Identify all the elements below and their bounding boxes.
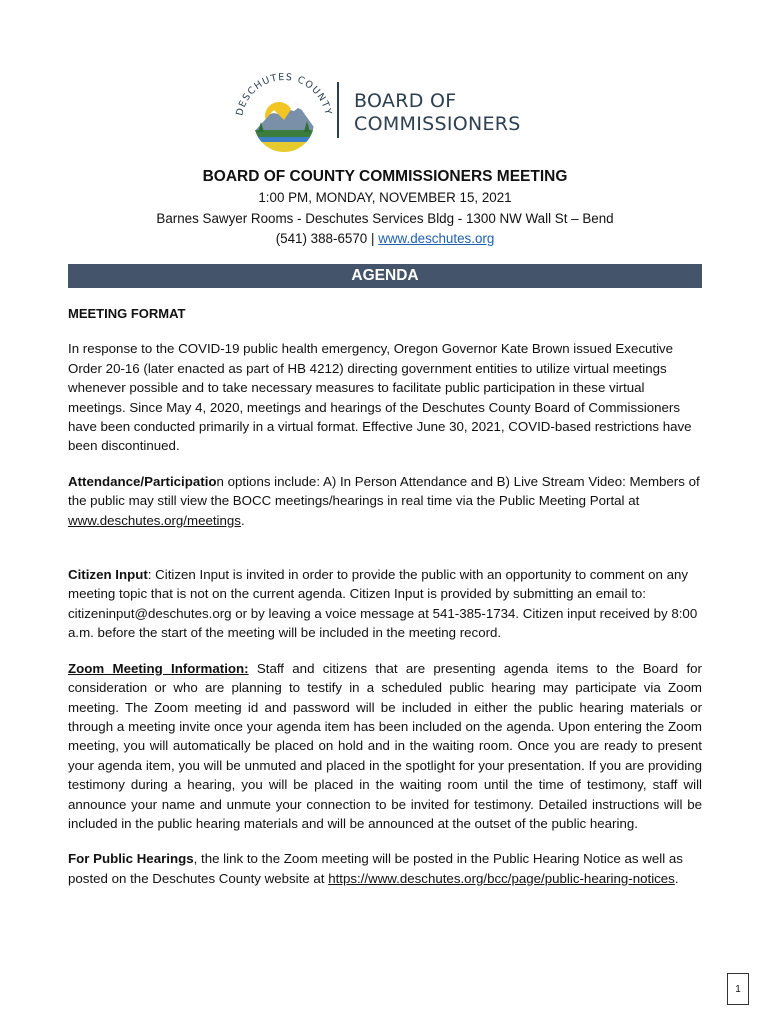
meeting-datetime: 1:00 PM, MONDAY, NOVEMBER 15, 2021 — [258, 190, 512, 205]
attendance-label: Attendance/Participatio — [68, 473, 217, 489]
hearing-notices-link[interactable]: https://www.deschutes.org/bcc/page/public-hearing-notices — [328, 870, 675, 886]
meeting-format-heading: MEETING FORMAT — [68, 306, 186, 321]
board-of-commissioners-title: BOARD OF COMMISSIONERS — [354, 90, 521, 135]
meeting-header — [0, 166, 770, 250]
zoom-info-paragraph: Zoom Meeting Information: Staff and citizens that are presenting agenda items to the Board for consideration or who are planning to testify in a scheduled public hearing may participate via Zoom meeting. The Zoom meeting id and password will be included in either the public hearing materials or through a meeting invite once your agenda item has been included on the agenda. Upon entering the Zoom meeting, you will automatically be placed on hold and in the waiting room. Once you are ready to present your agenda item, you will be unmuted and placed in the spotlight for your presentation. If you are providing testimony during a hearing, you will be placed in the waiting room until the time of testimony, staff will announce your name and unmute your connection to be invited for testimony. Detailed instructions will be included in the public hearing materials and will be announced at the outset of the public hearing. — [68, 660, 702, 831]
county-seal-icon — [232, 64, 336, 160]
logo-divider — [337, 82, 339, 138]
agenda-content — [68, 304, 702, 904]
svg-text:DESCHUTES COUNTY: DESCHUTES COUNTY — [234, 71, 334, 117]
website-link[interactable]: www.deschutes.org — [378, 231, 495, 246]
citizen-input-paragraph: Citizen Input: Citizen Input is invited in order to provide the public with an opportunity to comment on any meeting topic that is not on the current agenda. Citizen Input is provided by submitting an email to: citizeninput@deschutes.org or by leaving a voice message at 541-385-1734. Citizen input received by 8:00 a.m. before the start of the meeting will be included in the meeting record. — [68, 567, 698, 641]
meeting-format-paragraph: In response to the COVID-19 public health emergency, Oregon Governor Kate Brown issued Executive Order 20-16 (later enacted as part of HB 4212) directing government entities to utilize virtual meetings whenever possible and to take necessary measures to facilitate public participation in these virtual meetings. Since May 4, 2020, meetings and hearings of the Deschutes County Board of Commissioners have been conducted primarily in a virtual format. Effective June 30, 2021, COVID-based restrictions have been discontinued. — [68, 341, 692, 454]
meetings-portal-link[interactable]: www.deschutes.org/meetings — [68, 512, 241, 528]
citizen-input-label: Citizen Input — [68, 567, 148, 583]
meeting-title: BOARD OF COUNTY COMMISSIONERS MEETING — [202, 168, 568, 185]
public-hearings-label: For Public Hearings — [68, 851, 194, 867]
meeting-contact — [0, 229, 770, 250]
agenda-banner: AGENDA — [68, 264, 702, 288]
zoom-info-label: Zoom Meeting Information: — [68, 660, 249, 676]
public-hearings-paragraph: For Public Hearings, the link to the Zoom meeting will be posted in the Public Hearing Notice as well as posted on the Deschutes County website at https://www.deschutes.org/bcc/page/public-hearing-notices. — [68, 851, 683, 886]
phone-number: (541) 388-6570 | — [275, 231, 375, 246]
page-number: 1 — [727, 973, 749, 1005]
county-logo — [232, 64, 542, 160]
meeting-location: Barnes Sawyer Rooms - Deschutes Services Bldg - 1300 NW Wall St – Bend — [156, 210, 614, 226]
attendance-paragraph: Attendance/Participation options include: A) In Person Attendance and B) Live Stream Video: Members of the public may still view the BOCC meetings/hearings in real time via the Public Meeting Portal at www.deschutes.org/meetings. — [68, 473, 700, 528]
